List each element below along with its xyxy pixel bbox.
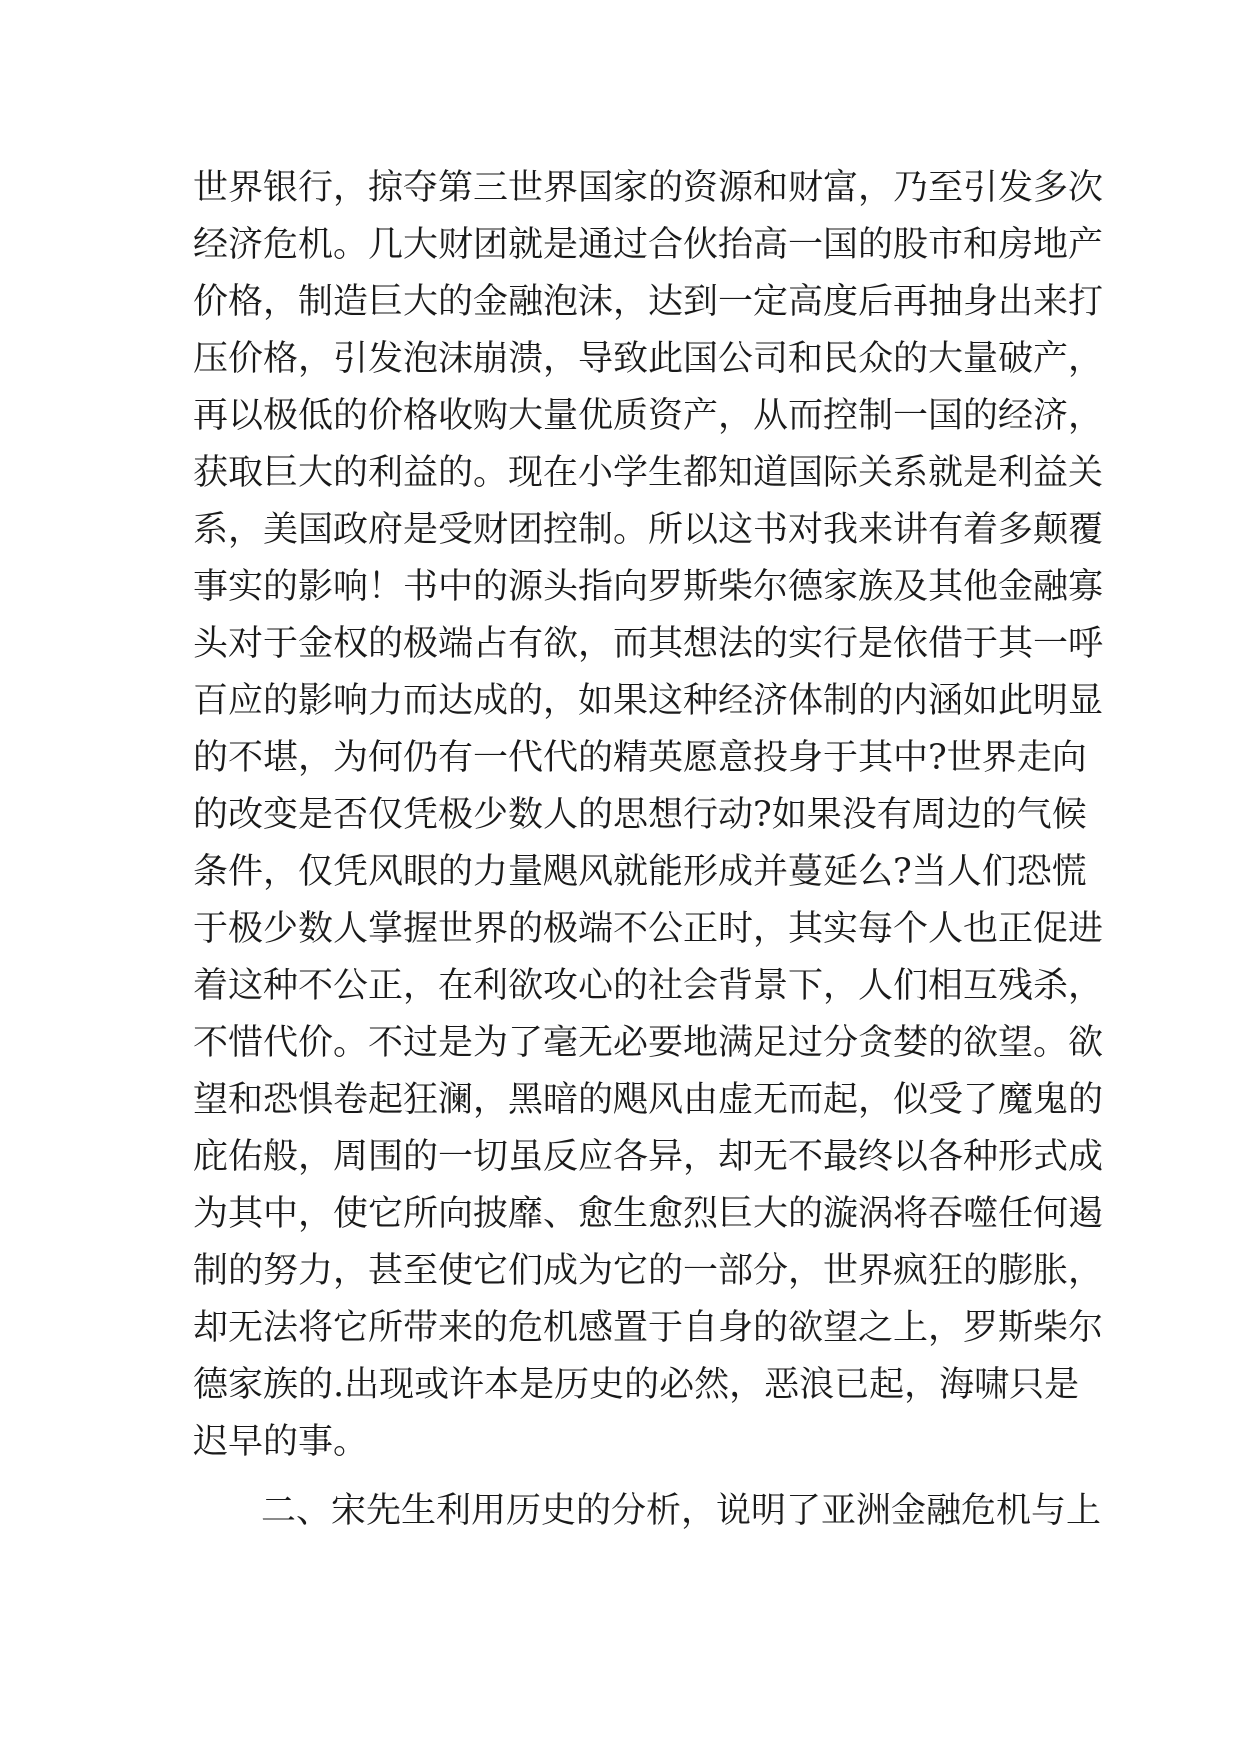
text-line: 着这种不公正，在利欲攻心的社会背景下，人们相互残杀，: [193, 966, 1104, 1006]
paragraph-1: [193, 160, 1104, 1471]
text-line: 头对于金权的极端占有欲，而其想法的实行是依借于其一呼: [193, 624, 1104, 664]
text-line: 系，美国政府是受财团控制。所以这书对我来讲有着多颠覆: [193, 510, 1104, 550]
text-line: 制的努力，甚至使它们成为它的一部分，世界疯狂的膨胀，: [193, 1251, 1104, 1291]
text-line: 的不堪，为何仍有一代代的精英愿意投身于其中?世界走向: [193, 738, 1087, 778]
text-line: 压价格，引发泡沫崩溃，导致此国公司和民众的大量破产，: [193, 339, 1104, 379]
text-line: 价格，制造巨大的金融泡沫，达到一定高度后再抽身出来打: [193, 282, 1104, 322]
text-line: 条件，仅凭风眼的力量飓风就能形成并蔓延么?当人们恐慌: [193, 852, 1087, 892]
paragraph-2: [193, 1483, 1102, 1540]
body-text: [193, 160, 1104, 1540]
text-line: 迟早的事。: [193, 1422, 369, 1462]
text-line: 的改变是否仅凭极少数人的思想行动?如果没有周边的气候: [193, 795, 1087, 835]
text-line: 经济危机。几大财团就是通过合伙抬高一国的股市和房地产: [193, 225, 1104, 265]
text-line: 德家族的.出现或许本是历史的必然，恶浪已起，海啸只是: [193, 1365, 1080, 1405]
text-line: 望和恐惧卷起狂澜，黑暗的飓风由虚无而起，似受了魔鬼的: [193, 1080, 1104, 1120]
text-line: 事实的影响！书中的源头指向罗斯柴尔德家族及其他金融寡: [193, 567, 1104, 607]
text-line: 再以极低的价格收购大量优质资产，从而控制一国的经济，: [193, 396, 1104, 436]
text-line: 于极少数人掌握世界的极端不公正时，其实每个人也正促进: [193, 909, 1104, 949]
text-line: 二、宋先生利用历史的分析，说明了亚洲金融危机与上: [261, 1491, 1102, 1531]
text-line: 获取巨大的利益的。现在小学生都知道国际关系就是利益关: [193, 453, 1104, 493]
text-line: 却无法将它所带来的危机感置于自身的欲望之上，罗斯柴尔: [193, 1308, 1104, 1348]
text-line: 不惜代价。不过是为了毫无必要地满足过分贪婪的欲望。欲: [193, 1023, 1104, 1063]
text-line: 庇佑般，周围的一切虽反应各异，却无不最终以各种形式成: [193, 1137, 1104, 1177]
text-line: 百应的影响力而达成的，如果这种经济体制的内涵如此明显: [193, 681, 1104, 721]
text-line: 世界银行，掠夺第三世界国家的资源和财富，乃至引发多次: [193, 168, 1104, 208]
text-line: 为其中，使它所向披靡、愈生愈烈巨大的漩涡将吞噬任何遏: [193, 1194, 1104, 1234]
